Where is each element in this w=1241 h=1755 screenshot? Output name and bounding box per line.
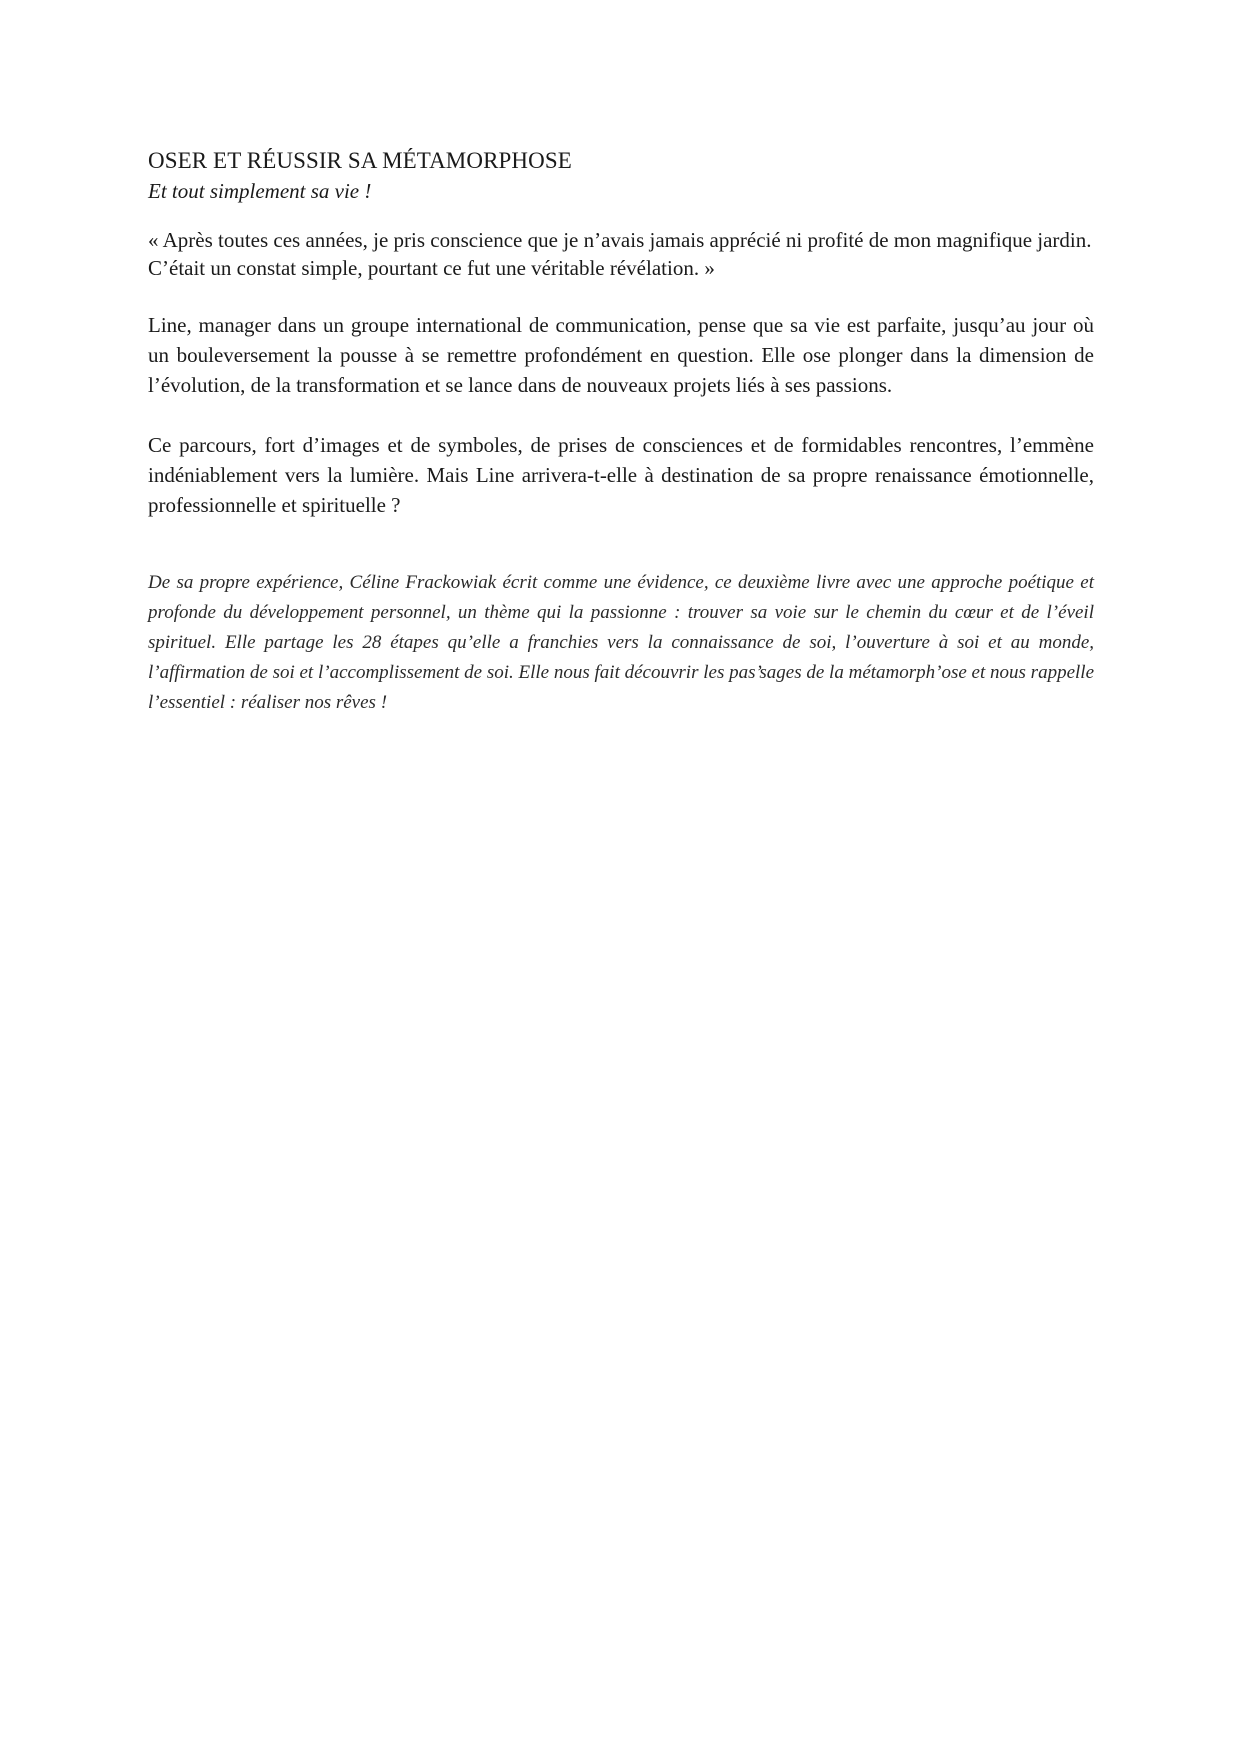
summary-paragraph-2: Ce parcours, fort d’images et de symboles, de prises de consciences et de formidables rencontres, l’emmène indéniablement vers la lumière. Mais Line arrivera-t-elle à destination de sa propre renaissance émotionnelle, professionnelle et spirituelle ? — [148, 433, 1094, 517]
summary-paragraph-1: Line, manager dans un groupe international de communication, pense que sa vie est parfaite, jusqu’au jour où un bouleversement la pousse à se remettre profondément en question. Elle ose plonger dans la dimension de l’évolution, de la transformation et se lance dans de nouveaux projets liés à ses passions. — [148, 313, 1094, 397]
page-title: OSER ET RÉUSSIR SA MÉTAMORPHOSE — [148, 148, 572, 173]
subtitle: Et tout simplement sa vie ! — [148, 179, 372, 203]
document-page — [148, 146, 1094, 718]
opening-quote: « Après toutes ces années, je pris conscience que je n’avais jamais apprécié ni profité de mon magnifique jardin. C’était un constat simple, pourtant ce fut une véritable révélation. » — [148, 228, 1092, 280]
author-note: De sa propre expérience, Céline Frackowiak écrit comme une évidence, ce deuxième livre avec une approche poétique et profonde du développement personnel, un thème qui la passionne : trouver sa voie sur le chemin du cœur et de l’éveil spirituel. Elle partage les 28 étapes qu’elle a franchies vers la connaissance de soi, l’ouverture à soi et au monde, l’affirmation de soi et l’accomplissement de soi. Elle nous fait découvrir les pas’sages de la métamorph’ose et nous rappelle l’essentiel : réaliser nos rêves ! — [148, 572, 1094, 713]
